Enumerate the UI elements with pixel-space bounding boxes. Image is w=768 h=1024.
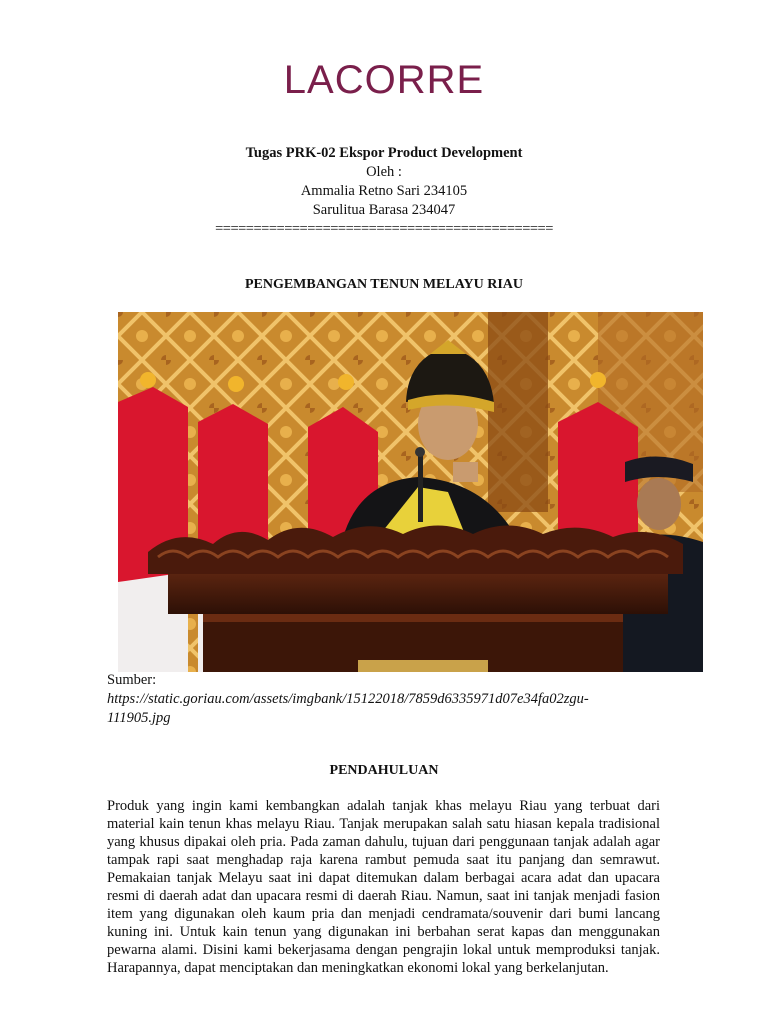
by-label: Oleh :: [366, 164, 402, 180]
intro-paragraph: Produk yang ingin kami kembangkan adalah tanjak khas melayu Riau yang terbuat dari material kain tenun khas melayu Riau. Tanjak merupakan salah satu hiasan kepala tradisional yang khusus dipakai oleh pria. Pada zaman dahulu, tujuan dari penggunaan tanjak adalah agar tampak rapi saat menghadap raja karena rambut pemuda saat itu panjang dan semrawut. Pemakaian tanjak Melayu saat ini dapat ditemukan dalam berbagai acara adat dan upacara resmi di daerah adat dan upacara resmi di daerah Riau. Namun, saat ini tanjak menjadi fasion item yang digunakan oleh kaum pria dan menjadi cendramata/souvenir dari bumi lancang kuning ini. Untuk kain tenun yang digunakan ini berbahan serat kapas dan menggunakan pewarna alami. Disini kami bekerjasama dengan pengrajin lokal untuk memproduksi tanjak. Harapannya, dapat menciptakan dan meningkatkan ekonomi lokal yang berkelanjutan.: [107, 798, 660, 976]
section-title: PENGEMBANGAN TENUN MELAYU RIAU: [244, 277, 524, 292]
intro-heading: PENDAHULUAN: [329, 763, 439, 778]
source-url-line-2: 111905.jpg: [107, 710, 171, 726]
assignment-title: Tugas PRK-02 Ekspor Product Development: [245, 145, 523, 161]
lacorre-logo: LACORRE: [283, 58, 485, 102]
author-1: Ammalia Retno Sari 234105: [300, 183, 468, 199]
author-2: Sarulitua Barasa 234047: [312, 202, 456, 218]
document-header: [0, 144, 768, 239]
source-url-line-1: https://static.goriau.com/assets/imgbank/15122018/7859d6335971d07e34fa02zgu-: [107, 691, 589, 707]
divider-line: ============================================: [215, 221, 553, 237]
caption-label: Sumber:: [107, 672, 157, 688]
article-photo: [118, 312, 703, 672]
photo-caption: [107, 671, 667, 728]
